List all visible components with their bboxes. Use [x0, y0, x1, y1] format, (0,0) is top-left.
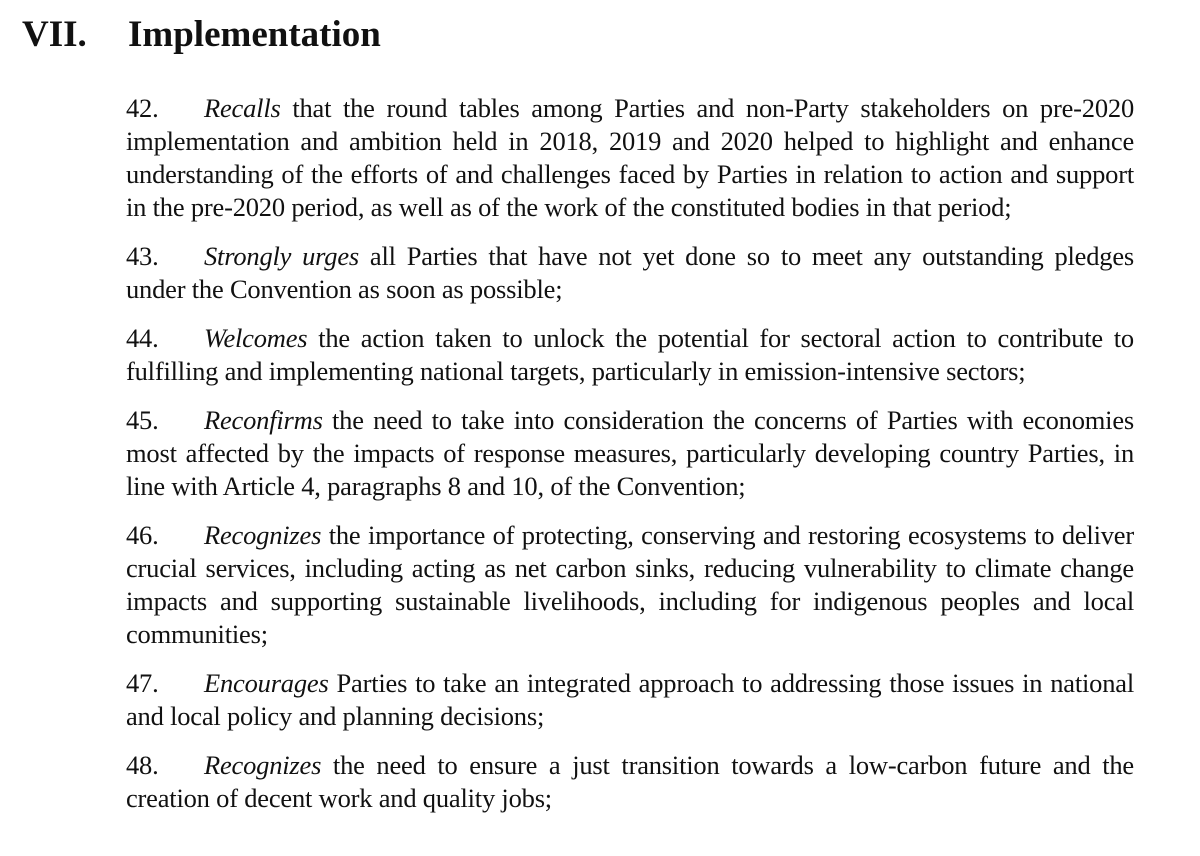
operative-verb: Recalls — [204, 93, 281, 123]
operative-verb: Encourages — [204, 668, 329, 698]
section-title: Implementation — [128, 14, 381, 55]
paragraph-46 — [126, 519, 1134, 651]
operative-verb: Welcomes — [204, 323, 308, 353]
paragraph-text: that the round tables among Parties and non-Party stakeholders on pre-2020 implementation and ambition held in 2018, 2019 and 2020 helped to highlight and enhance understanding of the efforts of and challenges faced by Parties in relation to action and support in the pre-2020 period, as well as of the work of the constituted bodies in that period; — [126, 93, 1134, 222]
paragraph-text: Parties to take an integrated approach to addressing those issues in national and local policy and planning decisions; — [126, 668, 1134, 731]
section-number: VII. — [22, 14, 87, 55]
paragraph-44 — [126, 322, 1134, 388]
paragraph-45 — [126, 404, 1134, 503]
operative-verb: Strongly urges — [204, 241, 360, 271]
paragraph-text: the action taken to unlock the potential for sectoral action to contribute to fulfilling and implementing national targets, particularly in emission-intensive sectors; — [126, 323, 1134, 386]
paragraph-number: 42. — [126, 93, 159, 123]
paragraph-number: 46. — [126, 520, 159, 550]
paragraph-number: 44. — [126, 323, 159, 353]
paragraph-list — [126, 92, 1134, 831]
paragraph-42 — [126, 92, 1134, 224]
paragraph-text: the need to ensure a just transition towards a low-carbon future and the creation of decent work and quality jobs; — [126, 750, 1134, 813]
paragraph-number: 43. — [126, 241, 159, 271]
paragraph-number: 47. — [126, 668, 159, 698]
paragraph-47 — [126, 667, 1134, 733]
paragraph-number: 45. — [126, 405, 159, 435]
operative-verb: Recognizes — [204, 750, 322, 780]
paragraph-48 — [126, 749, 1134, 815]
operative-verb: Recognizes — [204, 520, 322, 550]
section-heading — [22, 12, 381, 58]
paragraph-43 — [126, 240, 1134, 306]
paragraph-text: all Parties that have not yet done so to meet any outstanding pledges under the Convention as soon as possible; — [126, 241, 1135, 304]
operative-verb: Reconfirms — [204, 405, 323, 435]
paragraph-text: the need to take into consideration the concerns of Parties with economies most affected by the impacts of response measures, particularly developing country Parties, in line with Article 4, paragraphs 8 and 10, of the Convention; — [126, 405, 1134, 501]
paragraph-text: the importance of protecting, conserving and restoring ecosystems to deliver crucial services, including acting as net carbon sinks, reducing vulnerability to climate change impacts and supporting sustainable livelihoods, including for indigenous peoples and local communities; — [126, 520, 1134, 649]
paragraph-number: 48. — [126, 750, 159, 780]
